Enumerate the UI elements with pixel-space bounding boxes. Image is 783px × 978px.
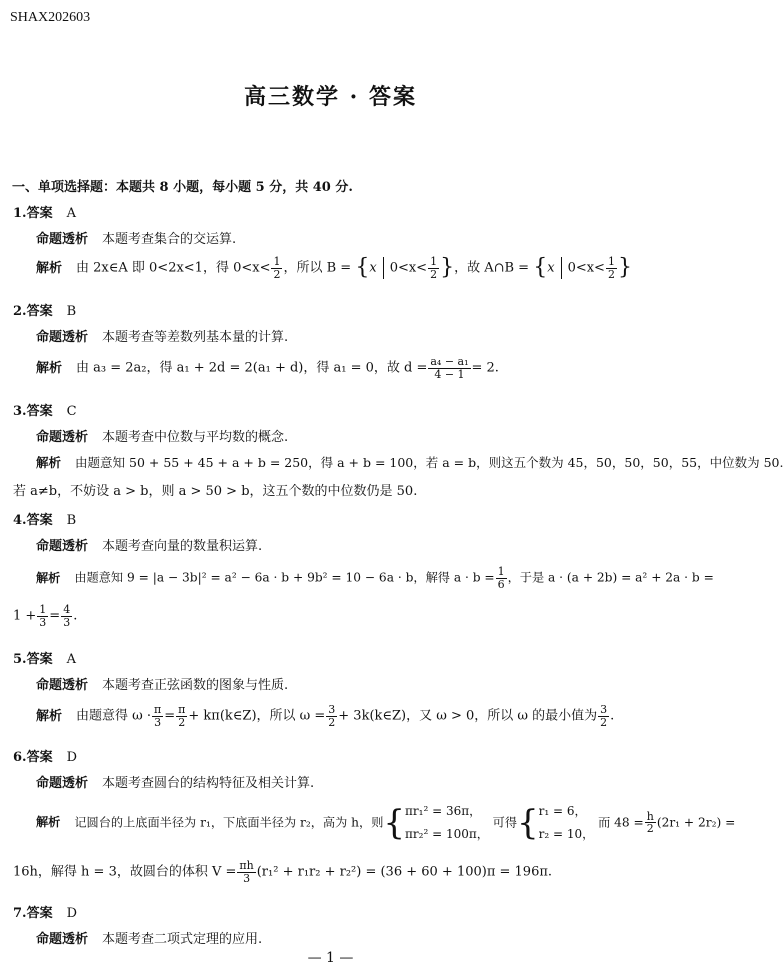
question-6-intent: 命题透析 本题考查圆台的结构特征及相关计算. <box>36 776 315 791</box>
question-5-analysis: 解析 由题意得 ω · $\frac{\pi}{3}$ = $\frac{\pi}{2}$ + kπ(k∈Z)，所以 ω = $\frac{3}{2}$ + 3k(k∈Z)，又 ω > 0，所以 ω 的最小值为 $\frac{3}{2}$ . <box>36 703 615 729</box>
question-3-header: 3.答案 C <box>13 404 77 419</box>
question-1-analysis: 解析 由 2x∈A 即 0<2x<1，得 0<x< $\frac{1}{2}$ ，所以 B = {x 0<x< $\frac{1}{2}$ }，故 A∩B = {x 0<x< $\frac{1}{2}$ } <box>36 255 632 281</box>
question-4-analysis: 解析 由题意知 9 = |a − 3b|² = a² − 6a · b + 9b² = 10 − 6a · b，解得 a · b = $\frac{1}{6}$ ，于是 a · (a + 2b) = a² + 2a · b = <box>36 565 714 591</box>
question-7-intent: 命题透析 本题考查二项式定理的应用. <box>36 932 263 947</box>
question-2-header: 2.答案 B <box>13 304 77 319</box>
question-7-header: 7.答案 D <box>13 906 78 921</box>
question-6-analysis: 解析 记圆台的上底面半径为 r₁，下底面半径为 r₂，高为 h，则{πr₁² = 36π， πr₂² = 100π， 可得{r₁ = 6， r₂ = 10， 而 48 = $\frac{h}{2}$ (2r₁ + 2r₂) = <box>36 802 736 843</box>
question-4-intent: 命题透析 本题考查向量的数量积运算. <box>36 539 263 554</box>
question-5-header: 5.答案 A <box>13 652 76 667</box>
question-4-header: 4.答案 B <box>13 513 77 528</box>
question-1-intent: 命题透析 本题考查集合的交运算. <box>36 232 237 247</box>
question-3-analysis-cont: 若 a≠b，不妨设 a > b，则 a > 50 > b，这五个数的中位数仍是 50. <box>13 484 418 499</box>
page-number: — 1 — <box>307 950 354 966</box>
question-3-analysis: 解析 由题意知 50 + 55 + 45 + a + b = 250，得 a + b = 100，若 a = b，则这五个数为 45，50，50，50，55，中位数为 50. <box>36 455 783 470</box>
question-2-analysis: 解析 由 a₃ = 2a₂，得 a₁ + 2d = 2(a₁ + d)，得 a₁ = 0，故 d = $\frac{\text{a₄ − a₁}}{4 - 1}$ = 2. <box>36 355 499 381</box>
question-2-intent: 命题透析 本题考查等差数列基本量的计算. <box>36 330 289 345</box>
section-heading: 一、单项选择题：本题共 8 小题，每小题 5 分，共 40 分. <box>12 180 353 195</box>
question-4-analysis-cont: 1 + $\frac{1}{3}$ = $\frac{4}{3}$ . <box>13 603 78 629</box>
question-5-intent: 命题透析 本题考查正弦函数的图象与性质. <box>36 678 289 693</box>
question-1-header: 1.答案 A <box>13 206 76 221</box>
question-6-analysis-cont: 16h，解得 h = 3，故圆台的体积 V = $\frac{\pi h}{3}$ (r₁² + r₁r₂ + r₂²) = (36 + 60 + 100)π = 196π. <box>13 859 553 885</box>
page-title: 高三数学 · 答案 <box>244 84 417 110</box>
document-code: SHAX202603 <box>10 10 91 25</box>
question-3-intent: 命题透析 本题考查中位数与平均数的概念. <box>36 430 289 445</box>
question-6-header: 6.答案 D <box>13 750 78 765</box>
